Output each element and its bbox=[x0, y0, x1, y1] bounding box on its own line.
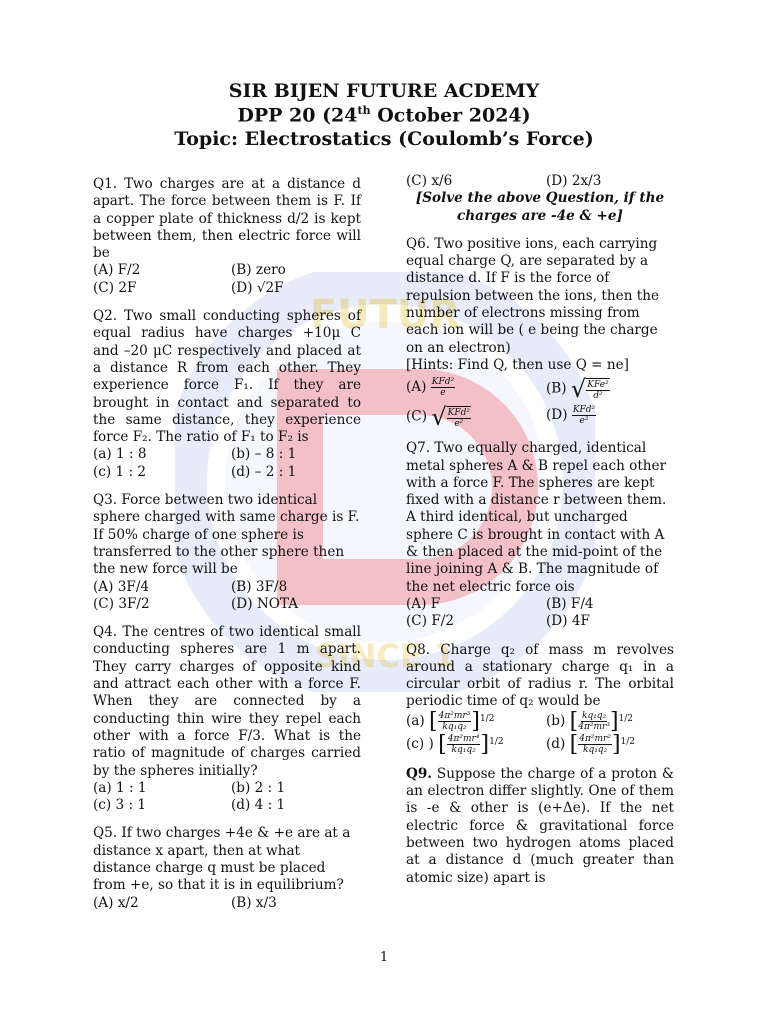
option-b: (B) x/3 bbox=[231, 894, 277, 911]
options bbox=[406, 708, 674, 757]
option-c: (C) 3F/2 bbox=[93, 595, 150, 612]
options bbox=[93, 579, 361, 614]
option-b: (b) [ $\frac{\text{kq₁q₂}}{\text{4π²mr³}}$ ]$^{1/2}$ bbox=[546, 708, 634, 734]
option-c: (c) 1 : 2 bbox=[93, 463, 147, 480]
topic-title: Topic: Electrostatics (Coulomb’s Force) bbox=[174, 128, 594, 150]
option-b: (b) – 8 : 1 bbox=[231, 446, 297, 463]
question-text: Q2. Two small conducting spheres of equal radius have charges +10μ C and –20 μC respectively and placed at a distance R from each other. They experience force F₁. If they are brought in contact and separated to the same distance, they experience force F₂. The ratio of F₁ to F₂ is bbox=[93, 308, 361, 446]
option-d: (D) NOTA bbox=[231, 595, 299, 612]
page-number: 1 bbox=[379, 950, 389, 965]
option-d: (d) – 2 : 1 bbox=[231, 463, 297, 480]
option-a: (a) 1 : 8 bbox=[93, 446, 147, 463]
left-column bbox=[93, 176, 361, 912]
question-text: Q1. Two charges are at a distance d apart. The force between them is F. If a copper plate of thickness d/2 is kept between them, then electric force will be bbox=[93, 176, 361, 262]
option-a: (A) F/2 bbox=[93, 262, 141, 279]
option-a: (a) [ $\frac{\text{4π²mr³}}{\text{kq₁q₂}}$ ]$^{1/2}$ bbox=[406, 708, 495, 734]
option-c: (C) x/6 bbox=[406, 173, 453, 189]
question-4 bbox=[93, 624, 361, 814]
option-a: (A) F bbox=[406, 595, 441, 612]
svg-text:SINCE 1: SINCE 1 bbox=[314, 637, 456, 675]
question-9 bbox=[406, 766, 674, 887]
option-b: (B) √ $\frac{\text{KFe²}}{\text{d²}}$ bbox=[546, 375, 609, 404]
option-b: (B) 3F/8 bbox=[231, 578, 288, 595]
academy-name: SIR BIJEN FUTURE ACDEMY bbox=[228, 80, 540, 102]
option-c: (C) F/2 bbox=[406, 613, 454, 630]
right-column bbox=[406, 173, 674, 887]
option-c: (c) ) [ $\frac{\text{4π²mr⁴}}{\text{kq₁q₂}}$ ]$^{1/2}$ bbox=[406, 731, 504, 757]
option-d: (d) 4 : 1 bbox=[231, 797, 286, 814]
question-5-note: [Solve the above Question, if the charges are -4e & +e] bbox=[415, 190, 665, 224]
dpp-title: DPP 20 (24th October 2024) bbox=[237, 104, 531, 127]
question-text: Q5. If two charges +4e & +e are at a distance x apart, then at what distance charge q must be placed from +e, so that it is in equilibrium? bbox=[93, 825, 351, 894]
option-a: (A) x/2 bbox=[93, 894, 139, 911]
option-a: (a) 1 : 1 bbox=[93, 779, 147, 796]
option-d: (d) [ $\frac{\text{4π²mr²}}{\text{kq₁q₂}}$ ]$^{1/2}$ bbox=[546, 731, 636, 757]
options bbox=[93, 780, 361, 815]
question-text: Q3. Force between two identical sphere charged with same charge is F. If 50% charge of one sphere is transferred to the other sphere then the new force will be bbox=[93, 492, 360, 578]
options bbox=[406, 596, 674, 631]
options bbox=[93, 446, 361, 481]
option-b: (B) F/4 bbox=[546, 595, 594, 612]
option-d: (D) $\frac{\text{KFd²}}{\text{e²}}$ bbox=[546, 405, 596, 427]
option-a: (A) 3F/4 bbox=[93, 578, 150, 595]
option-a: (A) $\frac{\text{KFd²}}{e}$ bbox=[406, 377, 455, 399]
question-text: Q8. Charge q₂ of mass m revolves around a stationary charge q₁ in a circular orbit of radius r. The orbital periodic time of q₂ would be bbox=[406, 641, 674, 710]
question-1 bbox=[93, 176, 361, 297]
question-hint: [Hints: Find Q, then use Q = ne] bbox=[406, 356, 629, 373]
options bbox=[93, 262, 361, 297]
question-text: Q7. Two equally charged, identical metal spheres A & B repel each other with a force F. The spheres are kept fixed with a distance r between them. A third identical, but uncharged sphere C is brought in contact with A & then placed at the mid-point of the line joining A & B. The magnitude of the net electric force ois bbox=[406, 440, 667, 595]
option-d: (D) 4F bbox=[546, 613, 590, 630]
question-5 bbox=[93, 825, 361, 911]
question-text: Q6. Two positive ions, each carrying equal charge Q, are separated by a distance d. If F is the force of repulsion between the ions, then the number of electrons missing from each ion will be ( e being the charge on an electron) bbox=[406, 235, 660, 356]
option-d: (D) 2x/3 bbox=[546, 173, 602, 189]
option-c: (c) 3 : 1 bbox=[93, 797, 147, 814]
question-text: Q4. The centres of two identical small conducting spheres are 1 m apart. They carry charges of opposite kind and attract each other with a force F. When they are connected by a conducting thin wire they repel each other with a force F/3. What is the ratio of magnitude of charges carried by the spheres initially? bbox=[93, 624, 361, 779]
options bbox=[406, 375, 674, 432]
question-6 bbox=[406, 235, 674, 432]
option-b: (B) zero bbox=[231, 262, 286, 279]
question-7 bbox=[406, 440, 674, 630]
question-text: Q9. Suppose the charge of a proton & an electron differ slightly. One of them is -e & other is (e+Δe). If the net electric force & gravitational force between two hydrogen atoms placed at a distance d (much greater than atomic size) apart is bbox=[406, 765, 674, 886]
question-3 bbox=[93, 492, 361, 613]
options bbox=[93, 895, 361, 912]
question-5-options-continued bbox=[406, 173, 674, 190]
option-d: (D) √2F bbox=[231, 279, 284, 296]
svg-text:FUTUR: FUTUR bbox=[309, 292, 461, 338]
option-c: (C) √ $\frac{\text{KFd²}}{\text{e²}}$ bbox=[406, 403, 470, 432]
option-c: (C) 2F bbox=[93, 279, 137, 296]
option-b: (b) 2 : 1 bbox=[231, 779, 286, 796]
question-2 bbox=[93, 308, 361, 481]
question-8 bbox=[406, 642, 674, 755]
